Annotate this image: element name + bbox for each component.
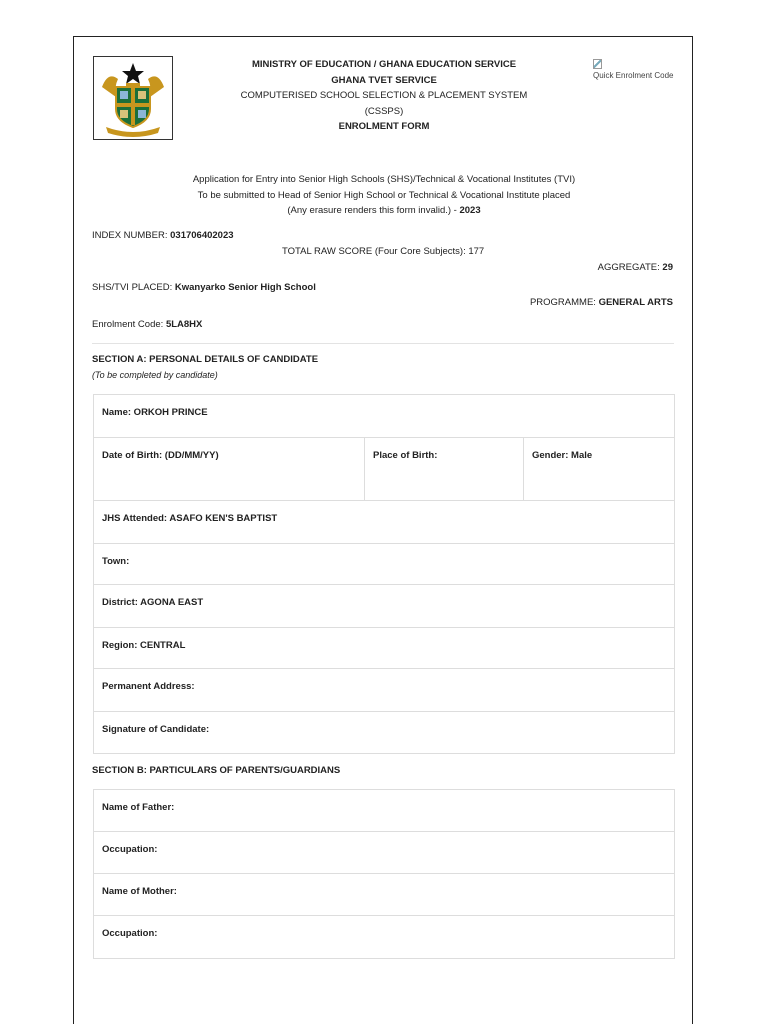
table-row — [94, 916, 674, 958]
broken-image-icon — [593, 59, 602, 69]
candidate-name-field[interactable]: Name: ORKOH PRINCE — [102, 407, 208, 418]
programme — [530, 297, 673, 308]
raw-score: TOTAL RAW SCORE (Four Core Subjects): 177 — [282, 246, 485, 257]
enrolment-form-sheet — [73, 36, 693, 1024]
gender-field[interactable]: Gender: Male — [523, 438, 674, 500]
section-a-note: (To be completed by candidate) — [92, 370, 218, 380]
index-number — [92, 230, 234, 241]
section-b-title: SECTION B: PARTICULARS OF PARENTS/GUARDIANS — [92, 765, 341, 776]
father-name-field[interactable]: Name of Father: — [102, 802, 175, 813]
table-row — [94, 395, 674, 438]
ghana-coat-of-arms-icon — [93, 56, 173, 140]
table-row — [94, 669, 674, 712]
form-title: ENROLMENT FORM — [338, 121, 430, 132]
intro-line-2: To be submitted to Head of Senior High School or Technical & Vocational Institute placed — [197, 189, 571, 201]
tvet-line: GHANA TVET SERVICE — [331, 74, 437, 86]
divider — [92, 343, 674, 344]
intro-line-3 — [74, 203, 694, 219]
personal-details-table — [93, 394, 675, 754]
aggregate-label: AGGREGATE: — [597, 262, 663, 273]
date-of-birth-field[interactable]: Date of Birth: (DD/MM/YY) — [102, 450, 219, 461]
school-placed-label: SHS/TVI PLACED: — [92, 282, 175, 293]
form-year: 2023 — [459, 205, 481, 216]
table-row — [94, 874, 674, 916]
permanent-address-field[interactable]: Permanent Address: — [102, 681, 195, 692]
enrolment-code-value: 5LA8HX — [165, 319, 203, 330]
table-row — [94, 544, 674, 585]
jhs-attended-field[interactable]: JHS Attended: ASAFO KEN'S BAPTIST — [102, 513, 278, 524]
enrolment-code — [92, 319, 202, 330]
table-row — [94, 585, 674, 628]
section-a-title: SECTION A: PERSONAL DETAILS OF CANDIDATE — [92, 354, 319, 365]
table-row — [94, 790, 674, 832]
table-row — [94, 628, 674, 669]
mother-name-field[interactable]: Name of Mother: — [102, 886, 177, 897]
aggregate-value: 29 — [662, 262, 673, 273]
school-placed-value: Kwanyarko Senior High School — [174, 282, 316, 293]
parents-table — [93, 789, 675, 959]
system-line: COMPUTERISED SCHOOL SELECTION & PLACEMENT SYSTEM — [240, 90, 528, 101]
ministry-line: MINISTRY OF EDUCATION / GHANA EDUCATION SERVICE — [251, 59, 517, 70]
programme-label: PROGRAMME: — [529, 297, 599, 308]
form-header — [174, 57, 594, 135]
index-number-label: INDEX NUMBER: — [92, 230, 171, 241]
table-row — [94, 712, 674, 753]
table-row — [94, 832, 674, 874]
table-row — [94, 501, 674, 544]
district-field[interactable]: District: AGONA EAST — [102, 597, 204, 608]
town-field[interactable]: Town: — [102, 556, 130, 567]
aggregate — [598, 262, 673, 273]
index-number-value: 031706402023 — [170, 230, 234, 241]
enrolment-code-label: Enrolment Code: — [92, 319, 166, 330]
candidate-signature-field[interactable]: Signature of Candidate: — [102, 724, 210, 735]
programme-value: GENERAL ARTS — [598, 297, 673, 308]
table-row — [94, 438, 674, 501]
cssps-line: (CSSPS) — [364, 105, 404, 117]
intro-block — [74, 172, 694, 219]
quick-enrolment-code-label: Quick Enrolment Code — [593, 71, 674, 80]
intro-line-1: Application for Entry into Senior High Schools (SHS)/Technical & Vocational Institutes (TVI) — [192, 174, 576, 185]
mother-occupation-field[interactable]: Occupation: — [102, 928, 158, 939]
intro-line-3-text: (Any erasure renders this form invalid.) - — [287, 205, 460, 216]
school-placed — [92, 282, 316, 293]
quick-enrolment-code — [593, 59, 673, 80]
place-of-birth-field[interactable]: Place of Birth: — [364, 438, 523, 500]
father-occupation-field[interactable]: Occupation: — [102, 844, 158, 855]
region-field[interactable]: Region: CENTRAL — [102, 640, 186, 651]
